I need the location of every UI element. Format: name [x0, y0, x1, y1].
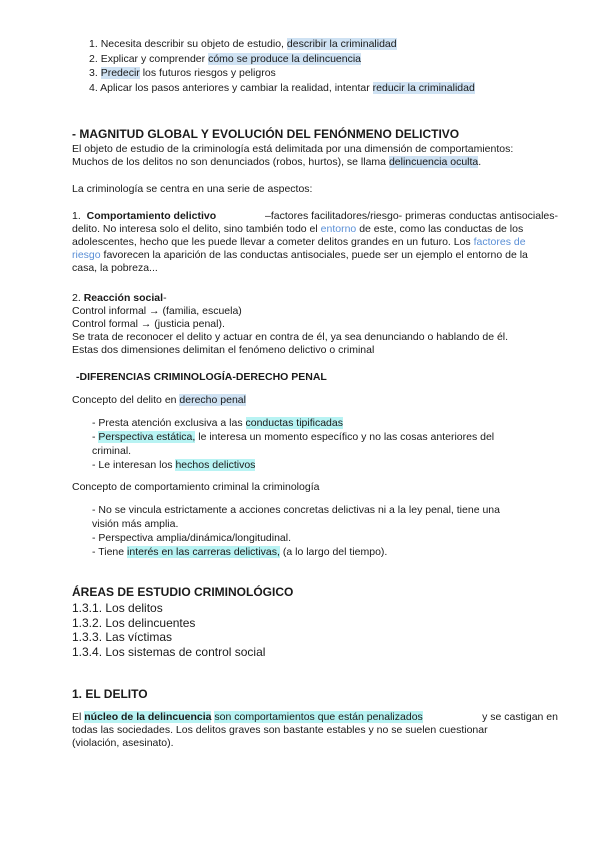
areas-heading: ÁREAS DE ESTUDIO CRIMINOLÓGICO — [72, 585, 294, 599]
numbered-list — [89, 38, 475, 96]
magnitud-heading: - MAGNITUD GLOBAL Y EVOLUCIÓN DEL FENÓNMENO DELICTIVO — [72, 127, 460, 141]
list-item: 1.3.4. Los sistemas de control social — [72, 644, 266, 659]
list-item: criminal. — [92, 445, 132, 457]
diferencias-heading: -DIFERENCIAS CRIMINOLOGÍA-DERECHO PENAL — [76, 371, 327, 383]
list-item: - Presta atención exclusiva a las conductas tipificadas — [92, 417, 343, 429]
criminologia-list — [92, 503, 500, 559]
list-item: 1.3.1. Los delitos — [72, 601, 163, 615]
list-item: - Perspectiva amplia/dinámica/longitudinal. — [92, 532, 292, 544]
list-item: 1.3.2. Los delincuentes — [72, 615, 196, 630]
delito-paragraph: El núcleo de la delincuencia son comportamientos que están penalizados y se castigan en todas las sociedades. Los delitos graves son bastante estables y no se suelen cuestionar (violación, asesinato). — [72, 711, 558, 749]
magnitud-paragraph: El objeto de estudio de la criminología está delimitada por una dimensión de comportamientos: Muchos de los delitos no son denunciados (robos, hurtos), se llama delincuencia oculta. — [72, 143, 514, 168]
list-item: 2. Explicar y comprender cómo se produce la delincuencia — [89, 52, 362, 65]
list-item: 4. Aplicar los pasos anteriores y cambiar la realidad, intentar reducir la criminalidad — [89, 81, 475, 94]
list-item: - Tiene interés en las carreras delictivas, (a lo largo del tiempo). — [92, 546, 388, 558]
list-item: 1. Necesita describir su objeto de estudio, describir la criminalidad — [89, 38, 397, 50]
list-item: - Le interesan los hechos delictivos — [92, 459, 256, 471]
concepto-delito: Concepto del delito en derecho penal — [72, 394, 246, 406]
derecho-penal-list — [92, 416, 494, 472]
delito-heading: 1. EL DELITO — [72, 687, 148, 701]
areas-list — [72, 601, 265, 659]
comportamiento-paragraph: 1. Comportamiento delictivo –factores facilitadores/riesgo- primeras conductas antisociales- delito. No interesa solo el delito, sino también todo el entorno de este, como las conductas de los adolescentes, hecho que les puede llevar a cometer delitos grandes en un futuro. Los factores de riesgo favorecen la aparición de las conductas antisociales, puede ser un ejemplo el entorno de la casa, la pobreza... — [72, 210, 558, 274]
reaccion-paragraph: 2. Reacción social- Control informal → (familia, escuela) Control formal → (justicia penal). Se trata de reconocer el delito y actuar en contra de él, ya sea denunciando o hablando de él. Estas dos dimensiones delimitan el fenómeno delictivo o criminal — [72, 292, 509, 356]
list-item: - Perspectiva estática, le interesa un momento específico y no las cosas anteriores del — [92, 431, 495, 443]
aspects-text: La criminología se centra en una serie de aspectos: — [72, 183, 313, 195]
concepto-criminal: Concepto de comportamiento criminal la criminología — [72, 481, 320, 493]
list-item: 1.3.3. Las víctimas — [72, 630, 173, 644]
list-item: visión más amplia. — [92, 518, 179, 530]
list-item: 3. Predecir los futuros riesgos y peligros — [89, 67, 276, 79]
list-item: - No se vincula estrictamente a acciones concretas delictivas ni a la ley penal, tiene una — [92, 504, 500, 516]
